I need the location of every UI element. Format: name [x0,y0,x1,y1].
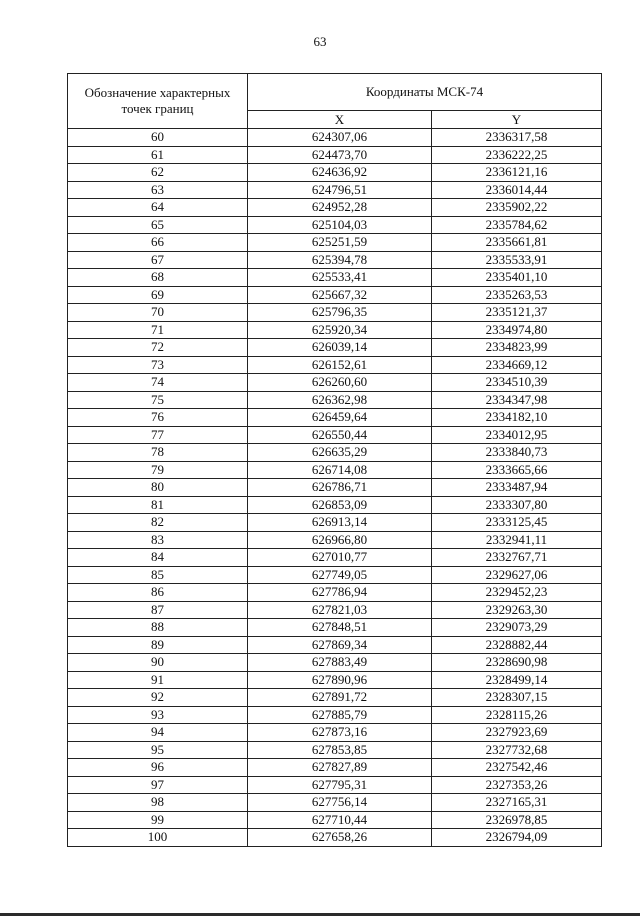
y-coordinate-cell: 2333125,45 [432,514,602,532]
table-row [68,321,602,339]
y-coordinate-cell: 2333487,94 [432,479,602,497]
y-coordinate-cell: 2326978,85 [432,811,602,829]
point-cell: 70 [68,304,248,322]
y-coordinate-cell: 2327165,31 [432,794,602,812]
y-coordinate-cell: 2327923,69 [432,724,602,742]
y-coordinate-cell: 2333665,66 [432,461,602,479]
page-number: 63 [313,34,327,49]
y-coordinate-cell: 2335784,62 [432,216,602,234]
point-cell: 75 [68,391,248,409]
x-coordinate-cell: 626913,14 [248,514,432,532]
point-cell: 86 [68,584,248,602]
table-row [68,636,602,654]
x-coordinate-cell: 624636,92 [248,164,432,182]
point-cell: 64 [68,199,248,217]
x-coordinate-cell: 626362,98 [248,391,432,409]
x-coordinate-cell: 625667,32 [248,286,432,304]
table-row [68,199,602,217]
point-designation-header: Обозначение характерных точек границ [68,74,248,129]
x-coordinate-cell: 627848,51 [248,619,432,637]
y-coordinate-cell: 2329452,23 [432,584,602,602]
table-row [68,724,602,742]
y-coordinate-cell: 2334012,95 [432,426,602,444]
point-cell: 68 [68,269,248,287]
x-coordinate-cell: 627658,26 [248,829,432,847]
table-row [68,164,602,182]
table-row [68,514,602,532]
table-row [68,216,602,234]
x-coordinate-cell: 627786,94 [248,584,432,602]
y-coordinate-cell: 2328882,44 [432,636,602,654]
x-coordinate-cell: 626853,09 [248,496,432,514]
y-coordinate-cell: 2335401,10 [432,269,602,287]
table-row [68,811,602,829]
x-coordinate-cell: 626550,44 [248,426,432,444]
point-cell: 62 [68,164,248,182]
table-row [68,566,602,584]
point-cell: 92 [68,689,248,707]
x-coordinate-cell: 624473,70 [248,146,432,164]
point-cell: 77 [68,426,248,444]
y-coordinate-cell: 2329627,06 [432,566,602,584]
point-cell: 94 [68,724,248,742]
table-row [68,619,602,637]
y-coordinate-cell: 2335121,37 [432,304,602,322]
x-coordinate-cell: 627749,05 [248,566,432,584]
point-cell: 93 [68,706,248,724]
point-cell: 61 [68,146,248,164]
table-row [68,776,602,794]
table-row [68,584,602,602]
x-coordinate-cell: 624952,28 [248,199,432,217]
point-cell: 78 [68,444,248,462]
y-coordinate-cell: 2326794,09 [432,829,602,847]
x-coordinate-cell: 625533,41 [248,269,432,287]
table-row [68,601,602,619]
table-row [68,479,602,497]
y-coordinate-cell: 2332767,71 [432,549,602,567]
x-coordinate-cell: 627891,72 [248,689,432,707]
y-coordinate-cell: 2329073,29 [432,619,602,637]
y-coordinate-cell: 2328307,15 [432,689,602,707]
y-coordinate-cell: 2334974,80 [432,321,602,339]
x-coordinate-cell: 625394,78 [248,251,432,269]
point-cell: 72 [68,339,248,357]
point-cell: 90 [68,654,248,672]
point-cell: 60 [68,129,248,147]
table-row [68,146,602,164]
point-cell: 84 [68,549,248,567]
point-cell: 100 [68,829,248,847]
point-cell: 88 [68,619,248,637]
table-row [68,706,602,724]
point-cell: 79 [68,461,248,479]
x-coordinate-cell: 626714,08 [248,461,432,479]
table-row [68,234,602,252]
y-coordinate-cell: 2334823,99 [432,339,602,357]
table-row [68,794,602,812]
table-row [68,426,602,444]
table-row [68,356,602,374]
table-row [68,339,602,357]
point-cell: 85 [68,566,248,584]
point-cell: 99 [68,811,248,829]
scan-bottom-edge [0,913,640,916]
table-row [68,304,602,322]
y-coordinate-cell: 2328115,26 [432,706,602,724]
table-row [68,461,602,479]
table-row [68,829,602,847]
point-cell: 98 [68,794,248,812]
table-row [68,286,602,304]
y-coordinate-cell: 2335902,22 [432,199,602,217]
coordinates-table [67,73,602,847]
table-row [68,689,602,707]
y-coordinate-cell: 2335533,91 [432,251,602,269]
y-coordinate-cell: 2333307,80 [432,496,602,514]
y-coordinate-cell: 2327542,46 [432,759,602,777]
y-coordinate-cell: 2336014,44 [432,181,602,199]
y-coordinate-cell: 2336121,16 [432,164,602,182]
x-coordinate-cell: 627827,89 [248,759,432,777]
point-cell: 81 [68,496,248,514]
point-cell: 89 [68,636,248,654]
point-cell: 74 [68,374,248,392]
point-cell: 71 [68,321,248,339]
y-coordinate-cell: 2334510,39 [432,374,602,392]
y-coordinate-cell: 2334182,10 [432,409,602,427]
x-coordinate-cell: 625796,35 [248,304,432,322]
point-cell: 63 [68,181,248,199]
table-row [68,496,602,514]
y-coordinate-cell: 2327732,68 [432,741,602,759]
y-coordinate-cell: 2335661,81 [432,234,602,252]
table-row [68,654,602,672]
point-cell: 67 [68,251,248,269]
point-cell: 87 [68,601,248,619]
point-cell: 83 [68,531,248,549]
y-coordinate-cell: 2332941,11 [432,531,602,549]
x-coordinate-cell: 624307,06 [248,129,432,147]
point-cell: 91 [68,671,248,689]
table-row [68,181,602,199]
point-cell: 65 [68,216,248,234]
x-coordinate-cell: 626152,61 [248,356,432,374]
table-row [68,129,602,147]
point-cell: 76 [68,409,248,427]
x-coordinate-cell: 627795,31 [248,776,432,794]
x-coordinate-cell: 627873,16 [248,724,432,742]
table-row [68,444,602,462]
table-row [68,391,602,409]
y-coordinate-cell: 2334347,98 [432,391,602,409]
y-coordinate-cell: 2328690,98 [432,654,602,672]
point-cell: 96 [68,759,248,777]
y-coordinate-cell: 2336317,58 [432,129,602,147]
table-row [68,671,602,689]
x-coordinate-cell: 626966,80 [248,531,432,549]
table-row [68,741,602,759]
x-coordinate-cell: 626786,71 [248,479,432,497]
x-column-header: X [248,111,432,129]
table-row [68,549,602,567]
x-coordinate-cell: 627710,44 [248,811,432,829]
point-cell: 80 [68,479,248,497]
x-coordinate-cell: 625104,03 [248,216,432,234]
y-coordinate-cell: 2327353,26 [432,776,602,794]
y-coordinate-cell: 2334669,12 [432,356,602,374]
table-row [68,531,602,549]
x-coordinate-cell: 627821,03 [248,601,432,619]
point-cell: 66 [68,234,248,252]
point-cell: 82 [68,514,248,532]
y-coordinate-cell: 2328499,14 [432,671,602,689]
x-coordinate-cell: 626039,14 [248,339,432,357]
x-coordinate-cell: 627885,79 [248,706,432,724]
y-coordinate-cell: 2336222,25 [432,146,602,164]
table-row [68,374,602,392]
x-coordinate-cell: 627890,96 [248,671,432,689]
point-cell: 73 [68,356,248,374]
x-coordinate-cell: 625920,34 [248,321,432,339]
x-coordinate-cell: 627010,77 [248,549,432,567]
point-cell: 97 [68,776,248,794]
x-coordinate-cell: 627869,34 [248,636,432,654]
coordinates-header: Координаты МСК-74 [248,74,602,111]
y-coordinate-cell: 2333840,73 [432,444,602,462]
y-coordinate-cell: 2329263,30 [432,601,602,619]
x-coordinate-cell: 625251,59 [248,234,432,252]
x-coordinate-cell: 627883,49 [248,654,432,672]
x-coordinate-cell: 626635,29 [248,444,432,462]
x-coordinate-cell: 626459,64 [248,409,432,427]
x-coordinate-cell: 624796,51 [248,181,432,199]
table-row [68,759,602,777]
table-row [68,409,602,427]
table-row [68,251,602,269]
y-coordinate-cell: 2335263,53 [432,286,602,304]
point-cell: 95 [68,741,248,759]
table-row [68,269,602,287]
x-coordinate-cell: 626260,60 [248,374,432,392]
x-coordinate-cell: 627853,85 [248,741,432,759]
point-cell: 69 [68,286,248,304]
x-coordinate-cell: 627756,14 [248,794,432,812]
y-column-header: Y [432,111,602,129]
